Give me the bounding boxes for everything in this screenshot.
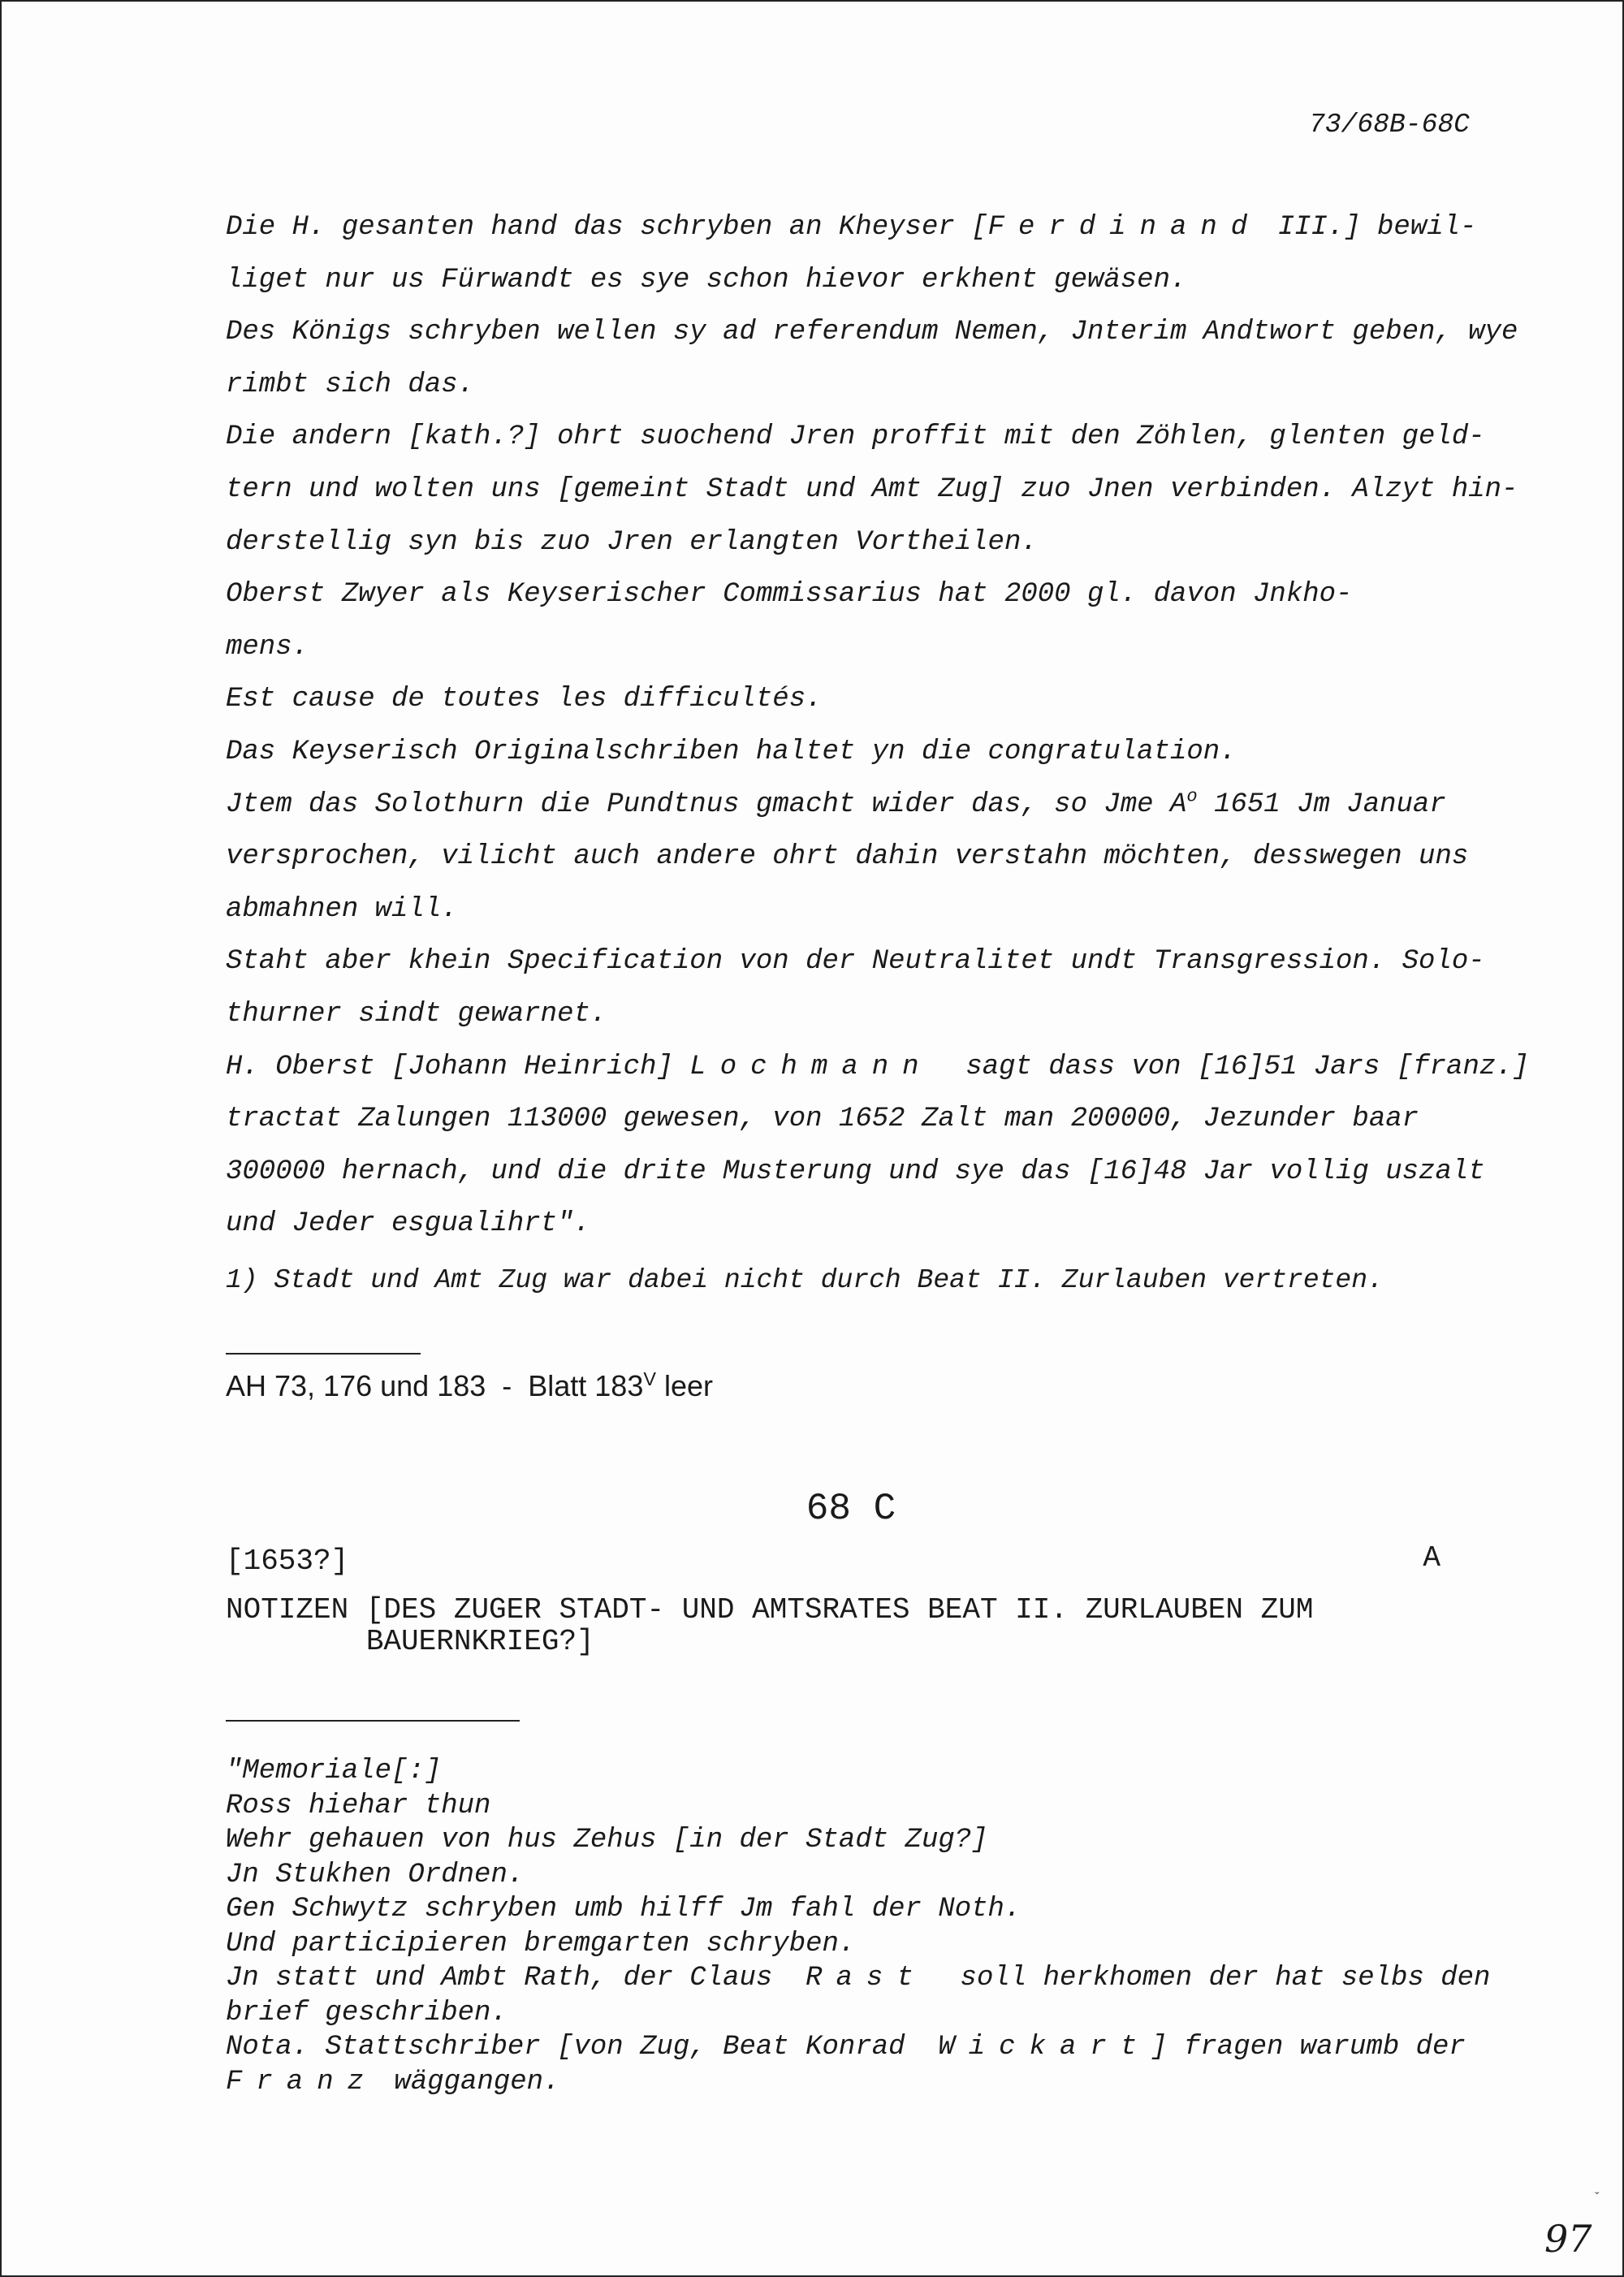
text-line: Das Keyserisch Originalschriben haltet yn die congratulation. [226, 736, 1237, 767]
document-title [226, 1594, 1313, 1657]
memo-line: Gen Schwytz schryben umb hilff Jm fahl der Noth. [226, 1894, 1021, 1925]
memo-line: Jn Stukhen Ordnen. [226, 1859, 525, 1890]
handwritten-tick-mark: ˇ [1593, 2191, 1601, 2206]
text-line: liget nur us Fürwandt es sye schon hievor erkhent gewäsen. [226, 264, 1187, 296]
text-line: thurner sindt gewarnet. [226, 998, 607, 1030]
text-line: und Jeder esgualihrt". [226, 1208, 590, 1240]
source-reference: AH 73, 176 und 183 - Blatt $183^V$ leer [226, 1368, 713, 1402]
text-line: Oberst Zwyer als Keyserischer Commissarius hat 2000 gl. davon Jnkho- [226, 579, 1353, 611]
text-line: H. Oberst [Johann Heinrich] Lochmann sagt dass von [16]51 Jars [franz.] [226, 1051, 1530, 1082]
text-line: Die H. gesanten hand das schryben an Kheyser [Ferdinand III.] bewil- [226, 212, 1477, 243]
separator-rule [226, 1720, 520, 1722]
page-number: 97 [1544, 2217, 1592, 2261]
title-line: NOTIZEN [DES ZUGER STADT- UND AMTSRATES BEAT II. ZURLAUBEN ZUM [226, 1593, 1314, 1627]
text-line: mens. [226, 631, 309, 663]
text-line: tractat Zalungen 113000 gewesen, von 1652 Zalt man 200000, Jezunder baar [226, 1104, 1419, 1135]
document-date: [1653?] [226, 1545, 349, 1578]
text-line: 300000 hernach, und die drite Musterung und sye das [16]48 Jar vollig uszalt [226, 1156, 1485, 1187]
main-text-block [226, 201, 1541, 1251]
text-line: Staht aber khein Specification von der Neutralitet undt Transgression. Solo- [226, 946, 1485, 978]
text-line: versprochen, vilicht auch andere ohrt dahin verstahn möchten, desswegen uns [226, 841, 1469, 873]
memorial-text-block [226, 1754, 1490, 2099]
text-line: abmahnen will. [226, 893, 458, 925]
text-line: rimbt sich das. [226, 369, 475, 400]
memo-line: Jn statt und Ambt Rath, der Claus Rast soll herkhomen der hat selbs den [226, 1963, 1491, 1994]
memo-line: Und participieren bremgarten schryben. [226, 1928, 856, 1959]
text-line: Est cause de toutes les difficultés. [226, 684, 823, 715]
text-line: tern und wolten uns [gemeint Stadt und Amt Zug] zuo Jnen verbinden. Alzyt hin- [226, 473, 1518, 505]
text-line: Jtem das Solothurn die Pundtnus gmacht wider das, so Jme $A^o$ 1651 Jm Januar [226, 786, 1446, 820]
document-marker: A [1423, 1541, 1440, 1575]
text-line: Des Königs schryben wellen sy ad referendum Nemen, Jnterim Andtwort geben, wye [226, 317, 1518, 348]
memo-line: brief geschriben. [226, 1997, 508, 2029]
page-reference: 73/68B-68C [1308, 110, 1470, 140]
memo-line: Nota. Stattschriber [von Zug, Beat Konrad Wickart] fragen warumb der [226, 2032, 1466, 2063]
separator-rule [226, 1353, 421, 1355]
text-line: derstellig syn bis zuo Jren erlangten Vortheilen. [226, 526, 1038, 558]
text-line: Die andern [kath.?] ohrt suochend Jren proffit mit den Zöhlen, glenten geld- [226, 421, 1485, 453]
memo-line: "Memoriale[:] [226, 1756, 442, 1787]
footnote: 1) Stadt und Amt Zug war dabei nicht durch Beat II. Zurlauben vertreten. [226, 1265, 1384, 1295]
memo-line: Franz wäggangen. [226, 2066, 560, 2098]
document-number: 68 C [806, 1488, 896, 1530]
memo-line: Wehr gehauen von hus Zehus [in der Stadt Zug?] [226, 1825, 988, 1856]
memo-line: Ross hiehar thun [226, 1790, 491, 1821]
title-line: BAUERNKRIEG?] [226, 1625, 594, 1658]
